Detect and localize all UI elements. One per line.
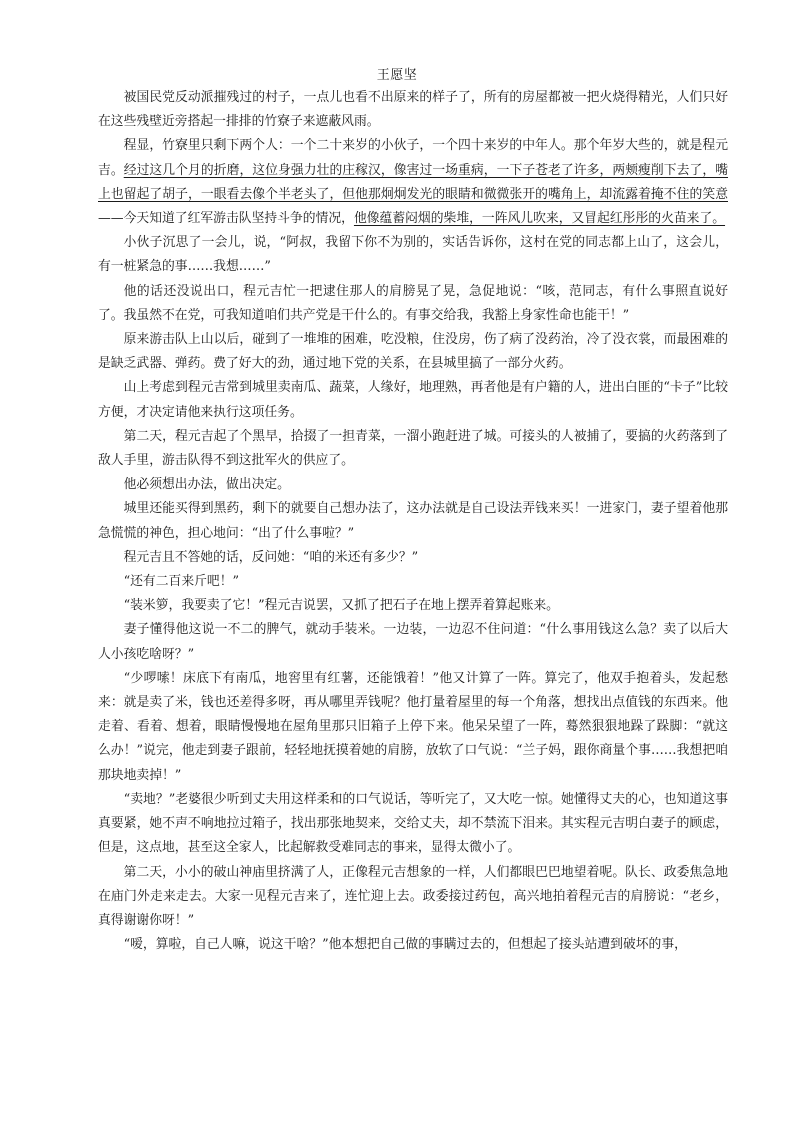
paragraph <box>98 376 728 424</box>
paragraph <box>98 473 728 497</box>
paragraph <box>98 861 728 934</box>
text-segment: “卖地？”老婆很少听到丈夫用这样柔和的口气说话，等听完了，又大吃一惊。她懂得丈夫的心，也知道这事真要紧，她不声不响地拉过箱子，找出那张地契来，交给丈夫，却不禁流下泪来。其实程元吉明白妻子的顾虑，但是，这点地，甚至这全家人，比起解救受难同志的事来，显得太微小了。 <box>98 791 728 856</box>
paragraph <box>98 86 728 134</box>
paragraph <box>98 231 728 279</box>
paragraph <box>98 425 728 473</box>
paragraph <box>98 546 728 570</box>
text-segment: 山上考虑到程元吉常到城里卖南瓜、蔬菜，人缘好，地理熟，再者他是有户籍的人，进出白匪的“卡子”比较方便，才决定请他来执行这项任务。 <box>98 380 728 420</box>
text-segment: 程元吉且不答她的话，反问她：“咱的米还有多少？” <box>123 549 419 565</box>
article-body <box>98 86 728 957</box>
text-segment: “嗳，算啦，自己人嘛，说这干啥？”他本想把自己做的事瞒过去的，但想起了接头站遭到破坏的事， <box>123 937 687 953</box>
text-segment: 程显，竹寮里只剩下两个人：一个二十来岁的小伙子，一个四十来岁的中年人。那个年岁大些的，就是程元吉。 <box>98 138 728 178</box>
author-name: 王愿坚 <box>376 68 418 83</box>
paragraph <box>98 280 728 328</box>
paragraph <box>98 594 728 618</box>
paragraph <box>98 570 728 594</box>
paragraph <box>98 134 728 231</box>
text-segment: 小伙子沉思了一会儿，说，“阿叔，我留下你不为别的，实话告诉你，这村在党的同志都上山了，这会儿，有一桩紧急的事……我想……” <box>98 235 728 275</box>
text-segment: 被国民党反动派摧残过的村子，一点儿也看不出原来的样子了，所有的房屋都被一把火烧得精光，人们只好在这些残壁近旁搭起一排排的竹寮子来遮蔽风雨。 <box>98 90 728 130</box>
text-segment: 第二天，程元吉起了个黑早，拾掇了一担青菜，一溜小跑赶进了城。可接头的人被捕了，要搞的火药落到了敌人手里，游击队得不到这批军火的供应了。 <box>98 428 728 469</box>
underlined-text: 经过这几个月的折磨，这位身强力壮的庄稼汉，像害过一场重病，一下子苍老了许多，两颊瘦削下去了，嘴上也留起了胡子，一眼看去像个半老头了，但他那炯炯发光的眼睛和微微张开的嘴角上，却流露着掩不住的笑意 <box>98 162 729 202</box>
paragraph <box>98 788 728 861</box>
text-segment: 原来游击队上山以后，碰到了一堆堆的困难，吃没粮，住没房，伤了病了没药治，冷了没衣裳，而最困难的是缺乏武器、弹药。费了好大的劲，通过地下党的关系，在县城里搞了一部分火药。 <box>98 332 728 372</box>
text-segment: 他的话还没说出口，程元吉忙一把逮住那人的肩膀晃了晃，急促地说：“咳，范同志，有什么事照直说好了。我虽然不在党，可我知道咱们共产党是干什么的。有事交给我，我豁上身家性命也能干！” <box>98 283 728 323</box>
underlined-text: 他像蕴蓄闷烟的柴堆，一阵风儿吹来，又冒起红彤彤的火苗来了。 <box>353 211 726 227</box>
paragraph <box>98 933 728 957</box>
text-segment: 妻子懂得他这说一不二的脾气，就动手装米。一边装，一边忍不住问道：“什么事用钱这么急？卖了以后大人小孩吃啥呀？” <box>98 622 728 662</box>
paragraph <box>98 618 728 666</box>
text-segment: 他必须想出办法，做出决定。 <box>123 477 290 493</box>
text-segment: 城里还能买得到黑药，剩下的就要自己想办法了，这办法就是自己设法弄钱来买！一进家门，妻子望着他那急慌慌的神色，担心地问：“出了什么事啦？” <box>98 501 728 541</box>
text-segment: ——今天知道了红军游击队坚持斗争的情况， <box>98 211 354 227</box>
paragraph <box>98 497 728 545</box>
text-segment: “装米箩，我要卖了它！”程元吉说罢，又抓了把石子在地上摆弄着算起账来。 <box>123 598 559 614</box>
text-segment: “还有二百来斤吧！” <box>123 574 240 590</box>
text-segment: 第二天，小小的破山神庙里挤满了人，正像程元吉想象的一样，人们都眼巴巴地望着呢。队长、政委焦急地在庙门外走来走去。大家一见程元吉来了，连忙迎上去。政委接过药包，高兴地拍着程元吉的肩膀说：“老乡，真得谢谢你呀！” <box>98 864 728 928</box>
text-segment: “少啰嗦！床底下有南瓜，地窖里有红薯，还能饿着！”他又计算了一阵。算完了，他双手抱着头，发起愁来：就是卖了米，钱也还差得多呀，再从哪里弄钱呢？他打量着屋里的每一个角落，想找出点值钱的东西来。他走着、看着、想着，眼睛慢慢地在屋角里那只旧箱子上停下来。他呆呆望了一阵，蓦然狠狠地跺了跺脚：“就这么办！”说完，他走到妻子跟前，轻轻地抚摸着她的肩膀，放软了口气说：“兰子妈，跟你商量个事……我想把咱那块地卖掉！” <box>98 670 728 783</box>
paragraph <box>98 667 728 788</box>
paragraph <box>98 328 728 376</box>
